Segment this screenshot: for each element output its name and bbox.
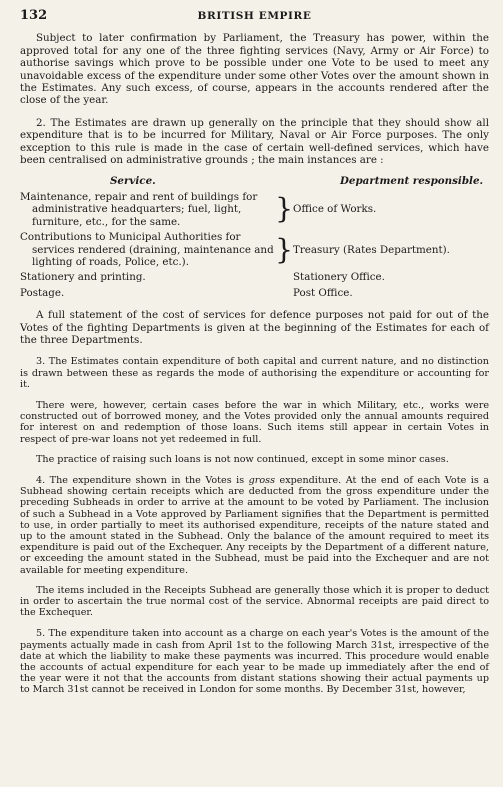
service-cell: Postage. — [20, 286, 65, 299]
paragraph-3-capital-current: 3. The Estimates contain expenditure of both capital and current nature, and no distinction is drawn between these as regards the mode of authorising the expenditure or accounting for it. — [20, 356, 489, 390]
brace: } — [275, 232, 293, 266]
service-cell: Contributions to Municipal Authorities for services rendered (draining, maintenance and lighting of roads, Police, etc.). — [20, 231, 274, 268]
paragraph-5-charge-on-votes: 5. The expenditure taken into account as a charge on each year's Votes is the amount of the payments actually made in cash from April 1st to the following March 31st, irrespective of the date at which the liability to make these payments was incurred. This procedure would enable the accounts of actual expenditure for each year to be made up immediately after the end of the year were it not that the accounts from distant stations showing their actual payments up to March 31st cannot be received in London for some months. By December 31st, however, — [20, 628, 489, 696]
header-service: Service. — [110, 175, 156, 188]
paragraph-receipts-subhead: The items included in the Receipts Subhead are generally those which it is proper to deduct in order to ascertain the true normal cost of the service. Abnormal receipts are paid direct to the Exchequer. — [20, 584, 489, 619]
table-row — [20, 231, 489, 268]
service-cell: Stationery and printing. — [20, 271, 146, 284]
paragraph-pre-war-loans: There were, however, certain cases before the war in which Military, etc., works were constructed out of borrowed money, and the Votes provided only the annual amounts required for interest on and redemption of those loans. Such items still appear in certain Votes in respect of pre-war loans not yet redeemed in full. — [20, 399, 489, 445]
table-header — [20, 175, 489, 187]
paragraph-loans-practice: The practice of raising such loans is not now continued, except in some minor cases. — [36, 453, 449, 465]
department-cell: Office of Works. — [293, 203, 377, 216]
department-cell: Post Office. — [293, 286, 353, 299]
para4-text-start: 4. The expenditure shown in the Votes is — [36, 474, 249, 486]
paragraph-full-statement: A full statement of the cost of services for defence purposes not paid for out of the Votes of the fighting Departments is given at the beginning of the Estimates for each of the three Departments. — [20, 309, 489, 346]
para4-text-end: expenditure. At the end of each Vote is a Subhead showing certain receipts which are deducted from the gross expenditure under the preceding Subheads in order to arrive at the amount to be voted by Parliament. The inclusion of such a Subhead in a Vote approved by Parliament signifies that the Department is permitted to use, in order partially to meet its authorised expenditure, receipts of the nature stated and up to the amount stated in the Subhead. Only the balance of the amount required to meet its expenditure is paid out of the Exchequer. Any receipts by the Department of a different nature, or exceeding the amount stated in the Subhead, must be paid into the Exchequer and are not available for meeting expenditure. — [20, 474, 489, 576]
department-cell: Stationery Office. — [293, 271, 385, 284]
paragraph-4-gross-expenditure — [20, 475, 489, 576]
table-row — [20, 287, 489, 299]
table-row — [20, 191, 489, 228]
paragraph-2-estimates-principle: 2. The Estimates are drawn up generally on the principle that they should show all expenditure that is to be incurred for Military, Naval or Air Force purposes. The only exception to this rule is made in the case of certain well-defined services, which have been centralised on administrative grounds ; the main instances are : — [20, 116, 489, 167]
page-number: 132 — [20, 8, 48, 23]
department-cell: Treasury (Rates Department). — [293, 243, 450, 256]
brace: } — [275, 192, 293, 226]
running-head — [20, 10, 489, 22]
service-cell: Maintenance, repair and rent of buildings for administrative headquarters; fuel, light, furniture, etc., for the same. — [20, 190, 258, 228]
paragraph-treasury-savings: Subject to later confirmation by Parliament, the Treasury has power, within the approved total for any one of the three fighting services (Navy, Army or Air Force) to authorise savings which prove to be possible under one Vote to be used to meet any unavoidable excess of the expenditure under some other Votes over the amount shown in the Estimates. Any such excess, of course, appears in the accounts rendered after the close of the year. — [20, 32, 489, 107]
service-department-table — [20, 175, 489, 299]
table-row — [20, 271, 489, 283]
header-department: Department responsible. — [340, 175, 484, 188]
running-title: BRITISH EMPIRE — [197, 10, 312, 22]
para4-italic-gross: gross — [248, 474, 276, 486]
